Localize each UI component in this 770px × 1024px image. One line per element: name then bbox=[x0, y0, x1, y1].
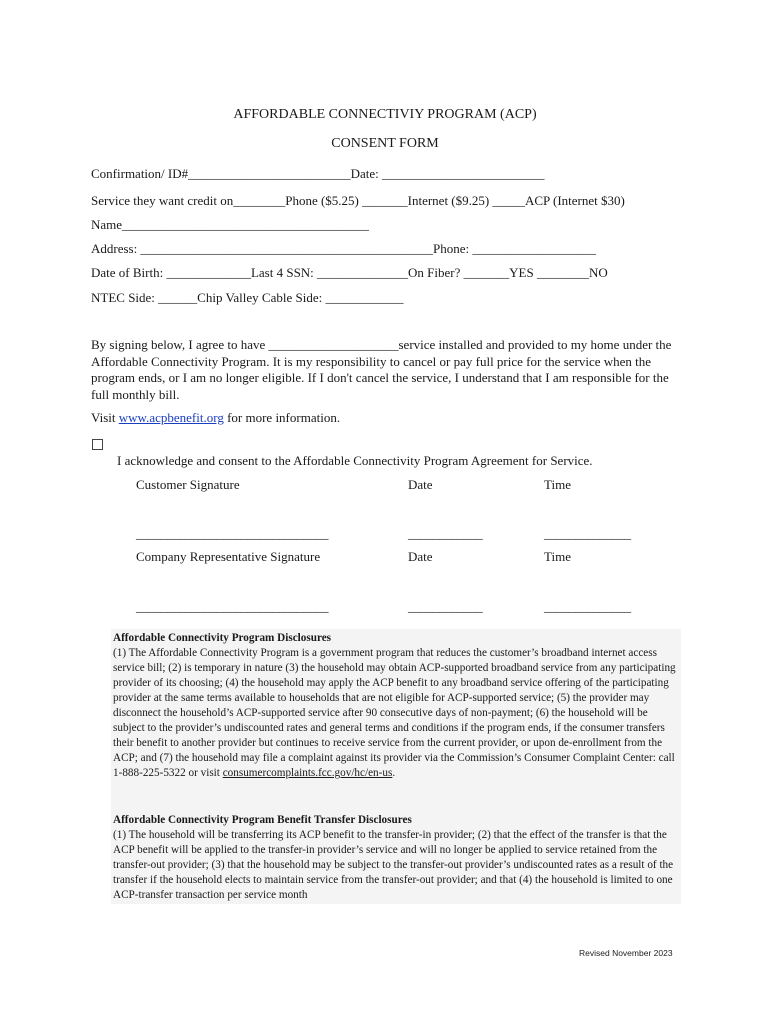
rep-time-line[interactable]: ______________ bbox=[544, 599, 631, 614]
rep-date-label: Date bbox=[408, 549, 433, 564]
address-phone-field: Address: _____________________________________________Phone: ___________________ bbox=[91, 241, 596, 256]
acknowledge-text: I acknowledge and consent to the Affordable Connectivity Program Agreement for Service. bbox=[117, 453, 593, 468]
transfer-disclosures-text: (1) The household will be transferring its ACP benefit to the transfer-in provider; (2) that the effect of the transfer is that the ACP benefit will be applied to the transfer-in provider’s service and will no longer be applied to service retained from the transfer-out provider; (3) that the household may be subject to the transfer-out provider’s undiscounted rates as a result of the transfer if the household elects to maintain service from the transfer-out provider; and that (4) the household is limited to one ACP-transfer transaction per service month bbox=[113, 829, 674, 901]
transfer-disclosures-heading: Affordable Connectivity Program Benefit Transfer Disclosures bbox=[113, 814, 412, 826]
rep-date-line[interactable]: ____________ bbox=[408, 599, 483, 614]
form-title: AFFORDABLE CONNECTIVIY PROGRAM (ACP) bbox=[233, 107, 537, 122]
customer-time-line[interactable]: ______________ bbox=[544, 526, 631, 541]
customer-date-label: Date bbox=[408, 477, 433, 492]
visit-suffix: for more information. bbox=[223, 410, 341, 425]
confirmation-date-field: Confirmation/ ID#_________________________Date: _________________________ bbox=[91, 166, 545, 181]
revision-note: Revised November 2023 bbox=[579, 948, 673, 958]
acp-disclosures-body: (1) The Affordable Connectivity Program is a government program that reduces the customer’s broadband internet access service bill; (2) is temporary in nature (3) the household may obtain ACP-supported broadband service from any participating provider of its choosing; (4) the household may apply the ACP benefit to any broadband service offering of the participating provider at the same terms available to households that are not eligible for ACP-supported service; (5) the provider may disconnect the household’s ACP-supported service after 90 consecutive days of non-payment; (6) the household will be subject to the provider’s undiscounted rates and general terms and conditions if the program ends, if the consumer transfers their benefit to another provider but continues to receive service from the current provider, or upon de-enrollment from the ACP; and (7) the household may file a complaint against its provider via the Commission’s Consumer Complaint Center: call 1-888-225-5322 or visit bbox=[113, 647, 676, 779]
dob-ssn-fiber-field: Date of Birth: _____________Last 4 SSN: ______________On Fiber? _______YES ________NO bbox=[91, 265, 608, 280]
rep-time-label: Time bbox=[544, 549, 571, 564]
rep-signature-label: Company Representative Signature bbox=[136, 549, 321, 564]
agreement-paragraph: By signing below, I agree to have ____________________service installed and provided to my home under the Affordable Connectivity Program. It is my responsibility to cancel or pay full price for the service when the program ends, or I am no longer eligible. If I don't cancel the service, I understand that I am responsible for the full monthly bill. bbox=[91, 337, 672, 402]
visit-line bbox=[91, 410, 340, 426]
consent-checkbox[interactable] bbox=[92, 439, 103, 450]
acp-disclosures-heading: Affordable Connectivity Program Disclosures bbox=[113, 632, 332, 644]
service-credit-field: Service they want credit on________Phone ($5.25) _______Internet ($9.25) _____ACP (Internet $30) bbox=[91, 193, 625, 208]
acp-disclosures-text bbox=[113, 646, 681, 781]
rep-signature-line[interactable]: _______________________________ bbox=[136, 599, 329, 614]
customer-time-label: Time bbox=[544, 477, 571, 492]
customer-signature-label: Customer Signature bbox=[136, 477, 240, 492]
name-field: Name______________________________________ bbox=[91, 217, 370, 232]
ntec-cable-field: NTEC Side: ______Chip Valley Cable Side: ____________ bbox=[91, 290, 404, 305]
acpbenefit-link[interactable]: www.acpbenefit.org bbox=[118, 410, 224, 425]
visit-prefix: Visit bbox=[91, 410, 119, 425]
acp-disclosures-end: . bbox=[392, 767, 396, 779]
form-subtitle: CONSENT FORM bbox=[331, 136, 439, 151]
customer-signature-line[interactable]: _______________________________ bbox=[136, 526, 329, 541]
transfer-disclosures bbox=[113, 813, 681, 903]
fcc-complaint-link[interactable]: consumercomplaints.fcc.gov/hc/en-us bbox=[222, 767, 393, 779]
acp-disclosures bbox=[113, 631, 681, 781]
customer-date-line[interactable]: ____________ bbox=[408, 526, 483, 541]
